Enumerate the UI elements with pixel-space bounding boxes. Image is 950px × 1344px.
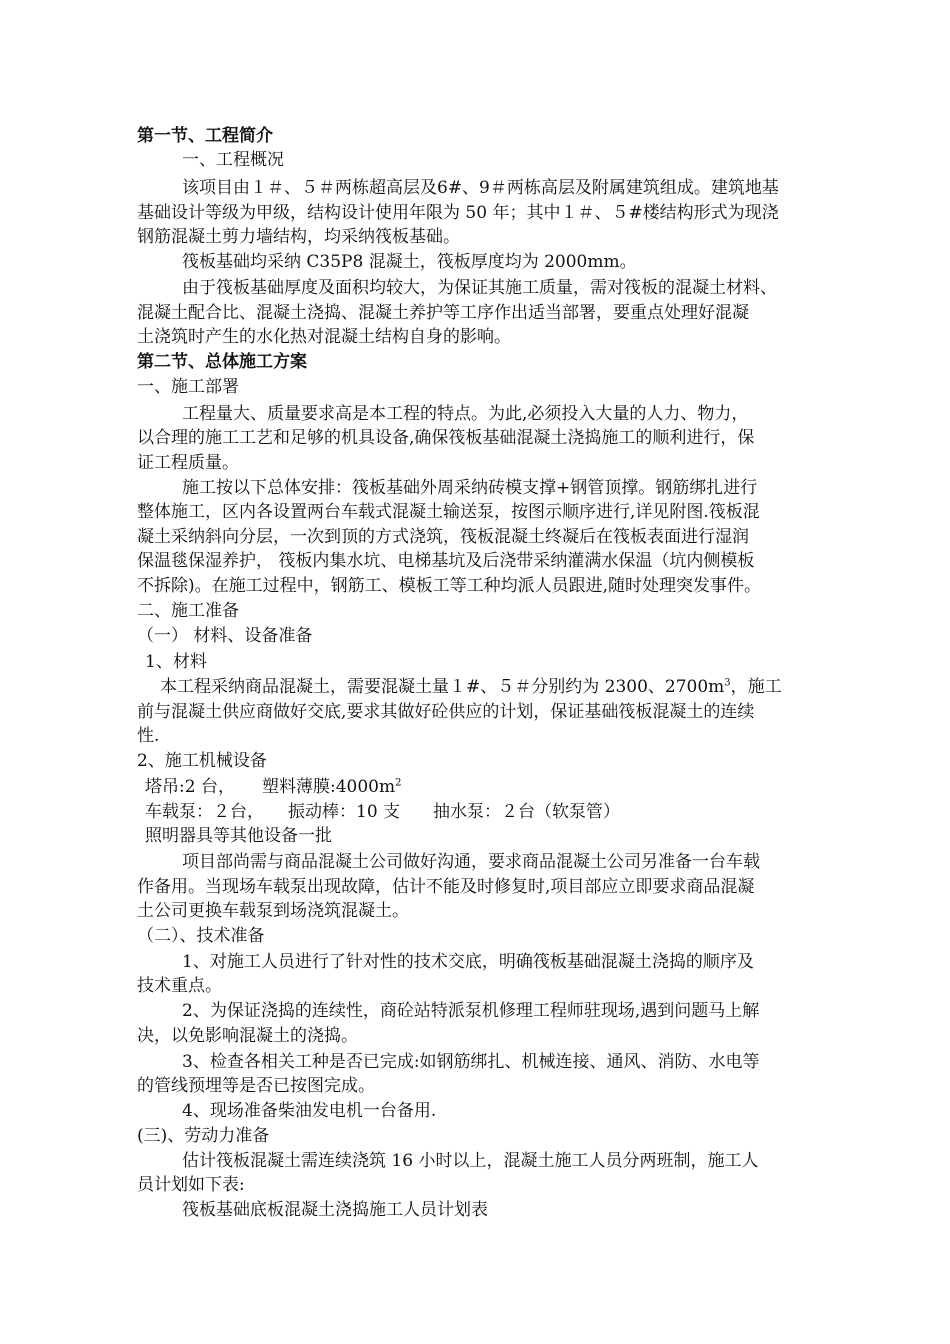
paragraph-line: 决，以免影响混凝土的浇捣。 xyxy=(137,1026,358,1046)
paragraph-line: 4、现场准备柴油发电机一台备用. xyxy=(182,1101,437,1121)
paragraph-line: 3、检查各相关工种是否已完成:如钢筋绑扎、机械连接、通风、消防、水电等 xyxy=(182,1052,760,1072)
paragraph-line: 前与混凝土供应商做好交底,要求其做好砼供应的计划，保证基础筏板混凝土的连续 xyxy=(137,702,755,722)
equipment-item xyxy=(262,775,402,799)
paragraph-line: 钢筋混凝土剪力墙结构，均采纳筏板基础。 xyxy=(137,227,460,247)
paragraph-line: 施工按以下总体安排：筏板基础外周采纳砖模支撑+钢管顶撑。钢筋绑扎进行 xyxy=(182,478,758,498)
paragraph-line: 2、为保证浇捣的连续性，商砼站特派泵机修理工程师驻现场,遇到问题马上解 xyxy=(182,1001,760,1021)
equipment-item: 车载泵：２台， xyxy=(145,802,264,822)
subsection-heading: （一） 材料、设备准备 xyxy=(137,626,313,646)
equipment-item: 振动棒：10 支 xyxy=(288,802,401,822)
equipment-item: 照明器具等其他设备一批 xyxy=(145,826,332,846)
subsection-heading: （二）、技术准备 xyxy=(137,926,265,946)
paragraph-line: 以合理的施工工艺和足够的机具设备,确保筏板基础混凝土浇捣施工的顺利进行，保 xyxy=(137,428,755,448)
paragraph-line xyxy=(160,675,782,699)
paragraph-line: 整体施工，区内各设置两台车载式混凝土输送泵，按图示顺序进行,详见附图.筏板混 xyxy=(137,502,760,522)
item-heading: 2、施工机械设备 xyxy=(137,751,267,771)
paragraph-line: 凝土采纳斜向分层，一次到顶的方式浇筑，筏板混凝土终凝后在筏板表面进行湿润 xyxy=(137,527,749,547)
table-title: 筏板基础底板混凝土浇捣施工人员计划表 xyxy=(182,1200,488,1220)
equipment-item: 塔吊:2 台， xyxy=(145,777,235,797)
item-heading: 1、材料 xyxy=(145,652,207,672)
paragraph-line: 该项目由１＃、５＃两栋超高层及6#、9＃两栋高层及附属建筑组成。建筑地基 xyxy=(182,178,779,198)
paragraph-line: 由于筏板基础厚度及面积均较大，为保证其施工质量，需对筏板的混凝土材料、 xyxy=(182,278,777,298)
paragraph-line: 基础设计等级为甲级，结构设计使用年限为 50 年；其中１＃、５#楼结构形式为现浇 xyxy=(137,203,779,223)
section2-subheading: 二、施工准备 xyxy=(137,601,239,621)
equipment-text: 塑料薄膜:4000m xyxy=(262,777,396,797)
paragraph-line: 混凝土配合比、混凝土浇捣、混凝土养护等工序作出适当部署，要重点处理好混凝 xyxy=(137,303,749,323)
paragraph-line: 性. xyxy=(137,726,160,746)
section1-heading: 第一节、工程简介 xyxy=(137,126,273,146)
materials-text-end: ，施工 xyxy=(730,677,782,697)
paragraph-line: 不拆除)。在施工过程中，钢筋工、模板工等工种均派人员跟进,随时处理突发事件。 xyxy=(137,576,762,596)
paragraph-line: 1、对施工人员进行了针对性的技术交底，明确筏板基础混凝土浇捣的顺序及 xyxy=(182,952,754,972)
paragraph-line: 项目部尚需与商品混凝土公司做好沟通，要求商品混凝土公司另准备一台车载 xyxy=(182,852,760,872)
paragraph-line: 作备用。当现场车载泵出现故障，估计不能及时修复时,项目部应立即要求商品混凝 xyxy=(137,877,755,897)
paragraph-line: 土公司更换车载泵到场浇筑混凝土。 xyxy=(137,901,409,921)
section2-heading: 第二节、总体施工方案 xyxy=(137,352,307,372)
paragraph-line: 估计筏板混凝土需连续浇筑 16 小时以上，混凝土施工人员分两班制，施工人 xyxy=(182,1151,759,1171)
materials-text: 本工程采纳商品混凝土，需要混凝土量１#、５＃分别约为 2300、2700m xyxy=(160,677,725,697)
paragraph-line: 保温毯保湿养护， 筏板内集水坑、电梯基坑及后浇带采纳灌满水保温（坑内侧模板 xyxy=(137,551,755,571)
section1-subheading: 一、工程概况 xyxy=(182,150,284,170)
paragraph-line: 筏板基础均采纳 C35P8 混凝土，筏板厚度均为 2000mm。 xyxy=(182,252,637,272)
paragraph-line: 的管线预埋等是否已按图完成。 xyxy=(137,1076,375,1096)
paragraph-line: 土浇筑时产生的水化热对混凝土结构自身的影响。 xyxy=(137,327,511,347)
superscript: 2 xyxy=(395,777,402,789)
paragraph-line: 技术重点。 xyxy=(137,976,222,996)
equipment-item: 抽水泵：２台（软泵管） xyxy=(433,802,620,822)
subsection-heading: (三)、劳动力准备 xyxy=(137,1126,270,1146)
section2-subheading: 一、施工部署 xyxy=(137,377,239,397)
paragraph-line: 证工程质量。 xyxy=(137,453,239,473)
superscript: 3 xyxy=(724,677,731,689)
paragraph-line: 员计划如下表: xyxy=(137,1175,245,1195)
paragraph-line: 工程量大、质量要求高是本工程的特点。为此,必须投入大量的人力、物力， xyxy=(182,404,749,424)
